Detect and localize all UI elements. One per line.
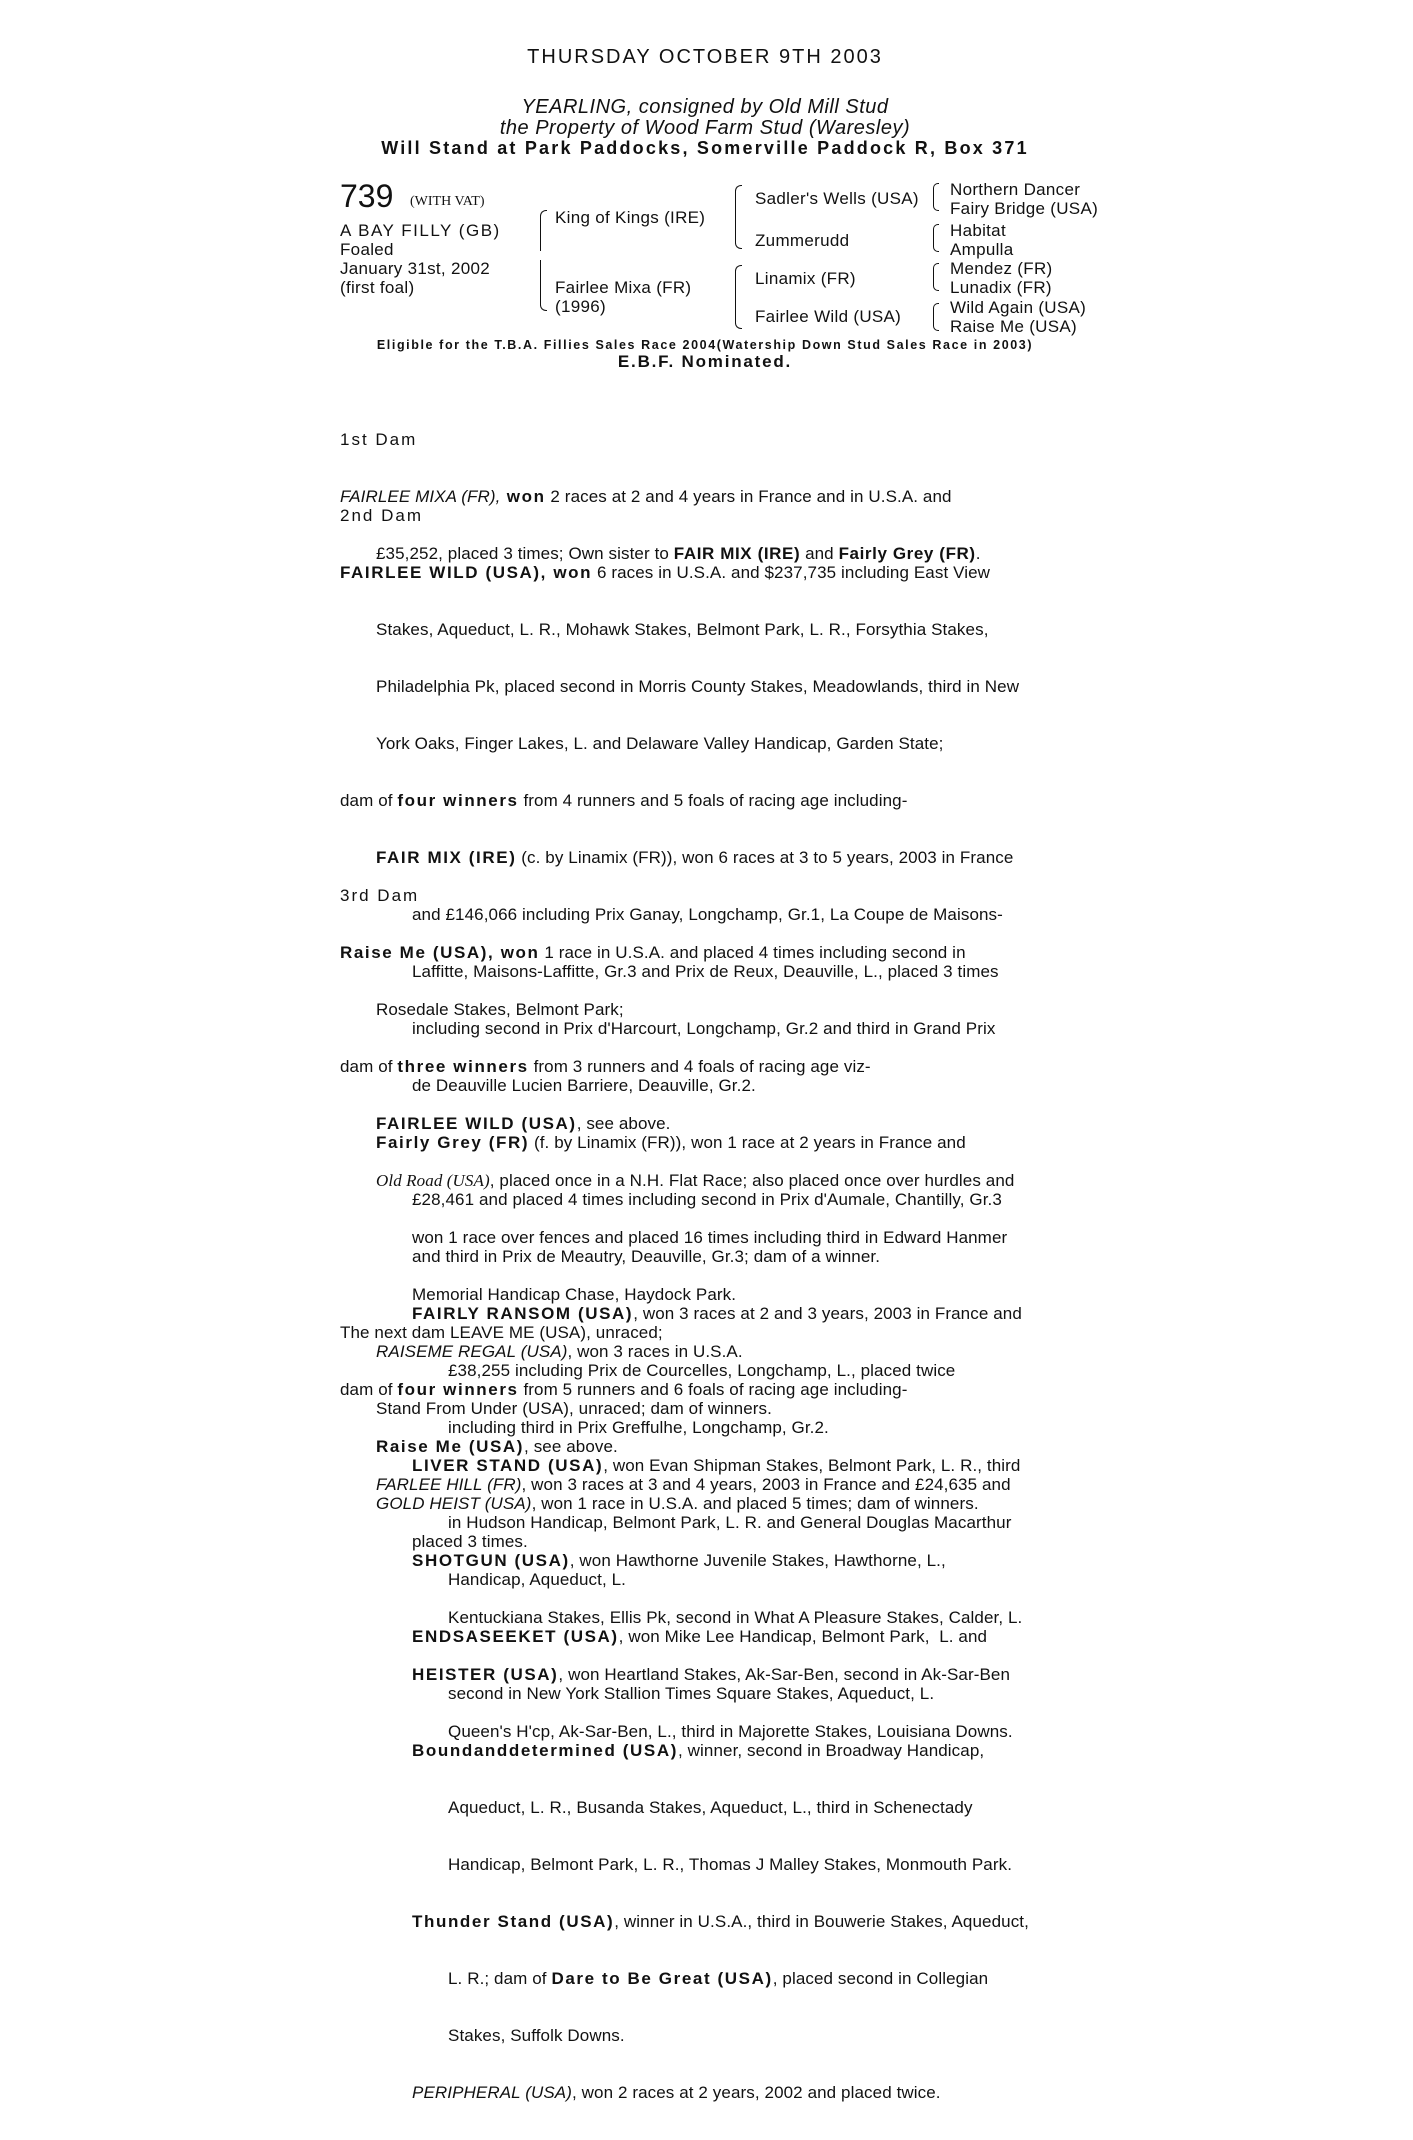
produce-entry-line: Queen's H'cp, Ak-Sar-Ben, L., third in Majorette Stakes, Louisiana Downs. <box>448 1722 1013 1741</box>
dam-sire: Linamix (FR) <box>755 269 856 288</box>
produce-entry-line: Handicap, Aqueduct, L. <box>448 1570 626 1589</box>
produce-entry-line: Handicap, Belmont Park, L. R., Thomas J Malley Stakes, Monmouth Park. <box>448 1855 1013 1874</box>
produce-entry-line: and third in Prix de Meautry, Deauville, Gr.3; dam of a winner. <box>412 1247 881 1266</box>
sire-dam-dam: Ampulla <box>950 240 1014 259</box>
dam-sire-dam: Lunadix (FR) <box>950 278 1052 297</box>
produce-entry-line: in Hudson Handicap, Belmont Park, L. R. and General Douglas Macarthur <box>448 1513 1012 1532</box>
produce-entry-line: de Deauville Lucien Barriere, Deauville, Gr.2. <box>412 1076 756 1095</box>
next-dam-section <box>340 1285 1022 1779</box>
produce-entry-line: L. R.; dam of Dare to Be Great (USA), placed second in Collegian <box>448 1969 989 1988</box>
produce-entry: LIVER STAND (USA), won Evan Shipman Stakes, Belmont Park, L. R., third <box>412 1456 1021 1475</box>
first-dam-line: £35,252, placed 3 times; Own sister to FAIR MIX (IRE) and Fairly Grey (FR). <box>376 544 981 563</box>
produce-entry-line: £38,255 including Prix de Courcelles, Longchamp, L., placed twice <box>448 1361 956 1380</box>
produce-entry: SHOTGUN (USA), won Hawthorne Juvenile Stakes, Hawthorne, L., <box>412 1551 946 1570</box>
second-dam-line: FAIRLEE WILD (USA), won 6 races in U.S.A. and $237,735 including East View <box>340 563 991 582</box>
second-dam-line: dam of four winners from 4 runners and 5 foals of racing age including- <box>340 791 908 810</box>
dam-brace <box>735 265 742 329</box>
dam-sire-sire: Mendez (FR) <box>950 259 1053 278</box>
consignor-line: YEARLING, consigned by Old Mill Stud <box>521 96 889 118</box>
next-dam-line: The next dam LEAVE ME (USA), unraced; <box>340 1323 663 1342</box>
third-dam-line: dam of three winners from 3 runners and 4 foals of racing age viz- <box>340 1057 871 1076</box>
property-line: the Property of Wood Farm Stud (Waresley) <box>499 117 911 139</box>
produce-entry: HEISTER (USA), won Heartland Stakes, Ak-Sar-Ben, second in Ak-Sar-Ben <box>412 1665 1011 1684</box>
produce-entry: FAIR MIX (IRE) (c. by Linamix (FR)), won 6 races at 3 to 5 years, 2003 in France <box>376 848 1014 867</box>
foaled-label: Foaled <box>340 240 394 259</box>
dam-year: (1996) <box>555 297 606 316</box>
produce-entry-line: including third in Prix Greffulhe, Longchamp, Gr.2. <box>448 1418 829 1437</box>
produce-entry: GOLD HEIST (USA), won 1 race in U.S.A. and placed 5 times; dam of winners. <box>376 1494 979 1513</box>
stabling-line: Will Stand at Park Paddocks, Somerville Paddock R, Box 371 <box>381 138 1029 158</box>
eligibility-note: Eligible for the T.B.A. Fillies Sales Race 2004(Watership Down Stud Sales Race in 2003) <box>376 338 1034 352</box>
pedigree-brace-top <box>540 210 547 251</box>
ebf-nomination: E.B.F. Nominated. <box>617 352 793 371</box>
lot-number: 739 <box>340 178 394 214</box>
dam-name: Fairlee Mixa (FR) <box>555 278 692 297</box>
section-heading: 2nd Dam <box>340 506 423 525</box>
produce-entry-line: and £146,066 including Prix Ganay, Longchamp, Gr.1, La Coupe de Maisons- <box>412 905 1003 924</box>
dd-brace <box>933 303 939 331</box>
produce-entry-line: £28,461 and placed 4 times including second in Prix d'Aumale, Chantilly, Gr.3 <box>412 1190 1002 1209</box>
third-dam-line: Raise Me (USA), won 1 race in U.S.A. and placed 4 times including second in <box>340 943 966 962</box>
produce-entry-line: Memorial Handicap Chase, Haydock Park. <box>412 1285 737 1304</box>
produce-entry: Old Road (USA), placed once in a N.H. Flat Race; also placed once over hurdles and <box>376 1171 1015 1190</box>
produce-entry: Boundanddetermined (USA), winner, second in Broadway Handicap, <box>412 1741 985 1760</box>
third-dam-line: Rosedale Stakes, Belmont Park; <box>376 1000 624 1019</box>
section-heading: 3rd Dam <box>340 886 420 905</box>
sire-brace <box>735 185 742 249</box>
second-dam-line: Stakes, Aqueduct, L. R., Mohawk Stakes, Belmont Park, L. R., Forsythia Stakes, <box>376 620 989 639</box>
sire-name: King of Kings (IRE) <box>555 208 706 227</box>
dam-dam-dam: Raise Me (USA) <box>950 317 1078 336</box>
produce-entry-line: including second in Prix d'Harcourt, Longchamp, Gr.2 and third in Grand Prix <box>412 1019 996 1038</box>
foal-note: (first foal) <box>340 278 415 297</box>
produce-entry: Thunder Stand (USA), winner in U.S.A., third in Bouwerie Stakes, Aqueduct, <box>412 1912 1029 1931</box>
produce-entry: RAISEME REGAL (USA), won 3 races in U.S.A. <box>376 1342 743 1361</box>
pedigree-brace-bottom <box>540 260 547 311</box>
dam-dam-sire: Wild Again (USA) <box>950 298 1087 317</box>
section-heading: 1st Dam <box>340 430 418 449</box>
next-dam-line: dam of four winners from 5 runners and 6 foals of racing age including- <box>340 1380 908 1399</box>
produce-entry: ENDSASEEKET (USA), won Mike Lee Handicap, Belmont Park, L. and <box>412 1627 988 1646</box>
produce-entry-line: Aqueduct, L. R., Busanda Stakes, Aqueduct, L., third in Schenectady <box>448 1798 973 1817</box>
dam-dam: Fairlee Wild (USA) <box>755 307 902 326</box>
produce-entry: Stand From Under (USA), unraced; dam of winners. <box>376 1399 772 1418</box>
sale-date: THURSDAY OCTOBER 9TH 2003 <box>527 46 883 68</box>
sire-sire-sire: Northern Dancer <box>950 180 1081 199</box>
ss-brace <box>933 183 939 211</box>
second-dam-line: Philadelphia Pk, placed second in Morris County Stakes, Meadowlands, third in New <box>376 677 1020 696</box>
vat-note: (WITH VAT) <box>410 194 485 209</box>
sire-dam: Zummerudd <box>755 231 850 250</box>
foaled-date: January 31st, 2002 <box>340 259 490 278</box>
produce-entry-line: Kentuckiana Stakes, Ellis Pk, second in What A Pleasure Stakes, Calder, L. <box>448 1608 1023 1627</box>
first-dam-line: FAIRLEE MIXA (FR), won 2 races at 2 and 4 years in France and in U.S.A. and <box>340 487 952 506</box>
produce-entry-line: placed 3 times. <box>412 1532 528 1551</box>
sire-sire: Sadler's Wells (USA) <box>755 189 919 208</box>
lot-title: A BAY FILLY (GB) <box>340 221 501 240</box>
produce-entry-line: Stakes, Suffolk Downs. <box>448 2026 625 2045</box>
produce-entry: FAIRLEE WILD (USA), see above. <box>376 1114 671 1133</box>
produce-entry: Raise Me (USA), see above. <box>376 1437 618 1456</box>
second-dam-line: York Oaks, Finger Lakes, L. and Delaware Valley Handicap, Garden State; <box>376 734 944 753</box>
sd-brace <box>933 224 939 252</box>
produce-entry-line: won 1 race over fences and placed 16 times including third in Edward Hanmer <box>412 1228 1008 1247</box>
sire-dam-sire: Habitat <box>950 221 1006 240</box>
produce-entry-line: Laffitte, Maisons-Laffitte, Gr.3 and Prix de Reux, Deauville, L., placed 3 times <box>412 962 999 981</box>
produce-entry: PERIPHERAL (USA), won 2 races at 2 years, 2002 and placed twice. <box>412 2083 941 2102</box>
produce-entry: FAIRLY RANSOM (USA), won 3 races at 2 and 3 years, 2003 in France and <box>412 1304 1022 1323</box>
ds-brace <box>933 263 939 291</box>
produce-entry: FARLEE HILL (FR), won 3 races at 3 and 4 years, 2003 in France and £24,635 and <box>376 1475 1011 1494</box>
produce-entry-line: second in New York Stallion Times Square Stakes, Aqueduct, L. <box>448 1684 935 1703</box>
produce-entry: Fairly Grey (FR) (f. by Linamix (FR)), won 1 race at 2 years in France and <box>376 1133 966 1152</box>
sire-sire-dam: Fairy Bridge (USA) <box>950 199 1099 218</box>
